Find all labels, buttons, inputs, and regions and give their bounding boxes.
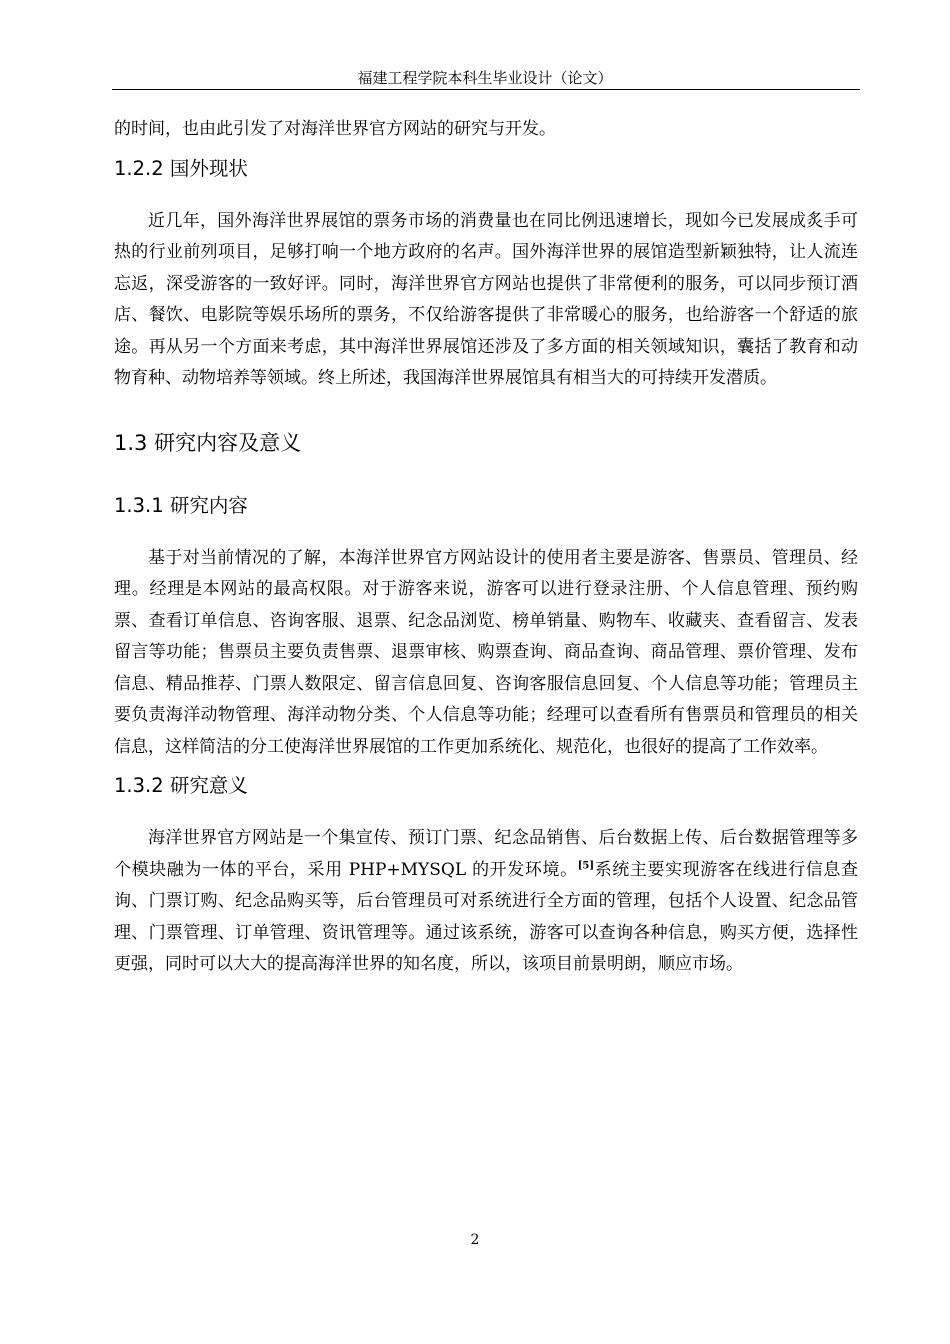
- heading-1-3-1: 1.3.1 研究内容: [114, 493, 248, 517]
- heading-1-3: 1.3 研究内容及意义: [114, 430, 302, 455]
- paragraph-1-3-2-part2: 系统主要实现游客在线进行信息查询、门票订购、纪念品购买等，后台管理员可对系统进行全方面的管理，包括个人设置、纪念品管理、门票管理、订单管理、资讯管理等。通过该系统，游客可以查询各种信息，购买方便，选择性更强，同时可以大大的提高海洋世界的知名度，所以，该项目前景明朗，顺应市场。: [114, 859, 858, 974]
- intro-paragraph: 的时间，也由此引发了对海洋世界官方网站的研究与开发。: [114, 119, 556, 139]
- paragraph-1-3-2-part1: 海洋世界官方网站是一个集宣传、预订门票、纪念品销售、后台数据上传、后台数据管理等多个模块融为一体的平台，采用 PHP+MYSQL 的开发环境。: [114, 828, 858, 880]
- citation-marker: [5]: [577, 859, 595, 871]
- heading-1-3-2: 1.3.2 研究意义: [114, 774, 248, 797]
- page-header: 福建工程学院本科生毕业设计（论文）: [357, 69, 613, 87]
- page-body: [114, 114, 858, 981]
- paragraph-1-3-2: [114, 823, 858, 981]
- paragraph-1-2-2: 近几年，国外海洋世界展馆的票务市场的消费量也在同比例迅速增长，现如今已发展成炙手可热的行业前列项目，足够打响一个地方政府的名声。国外海洋世界的展馆造型新颖独特，让人流连忘返，深受游客的一致好评。同时，海洋世界官方网站也提供了非常便利的服务，可以同步预订酒店、餐饮、电影院等娱乐场所的票务，不仅给游客提供了非常暖心的服务，也给游客一个舒适的旅途。再从另一个方面来考虑，其中海洋世界展馆还涉及了多方面的相关领域知识，囊括了教育和动物育种、动物培养等领域。终上所述，我国海洋世界展馆具有相当大的可持续开发潜质。: [114, 210, 858, 388]
- paragraph-1-3-1: 基于对当前情况的了解，本海洋世界官方网站设计的使用者主要是游客、售票员、管理员、经理。经理是本网站的最高权限。对于游客来说，游客可以进行登录注册、个人信息管理、预约购票、查看订单信息、咨询客服、退票、纪念品浏览、榜单销量、购物车、收藏夹、查看留言、发表留言等功能；售票员主要负责售票、退票审核、购票查询、商品查询、商品管理、票价管理、发布信息、精品推荐、门票人数限定、留言信息回复、咨询客服信息回复、个人信息等功能；管理员主要负责海洋动物管理、海洋动物分类、个人信息等功能；经理可以查看所有售票员和管理员的相关信息，这样简洁的分工使海洋世界展馆的工作更加系统化、规范化，也很好的提高了工作效率。: [114, 547, 858, 757]
- heading-1-2-2: 1.2.2 国外现状: [114, 156, 248, 180]
- header-divider: [112, 89, 860, 90]
- page-number: 2: [470, 1232, 480, 1248]
